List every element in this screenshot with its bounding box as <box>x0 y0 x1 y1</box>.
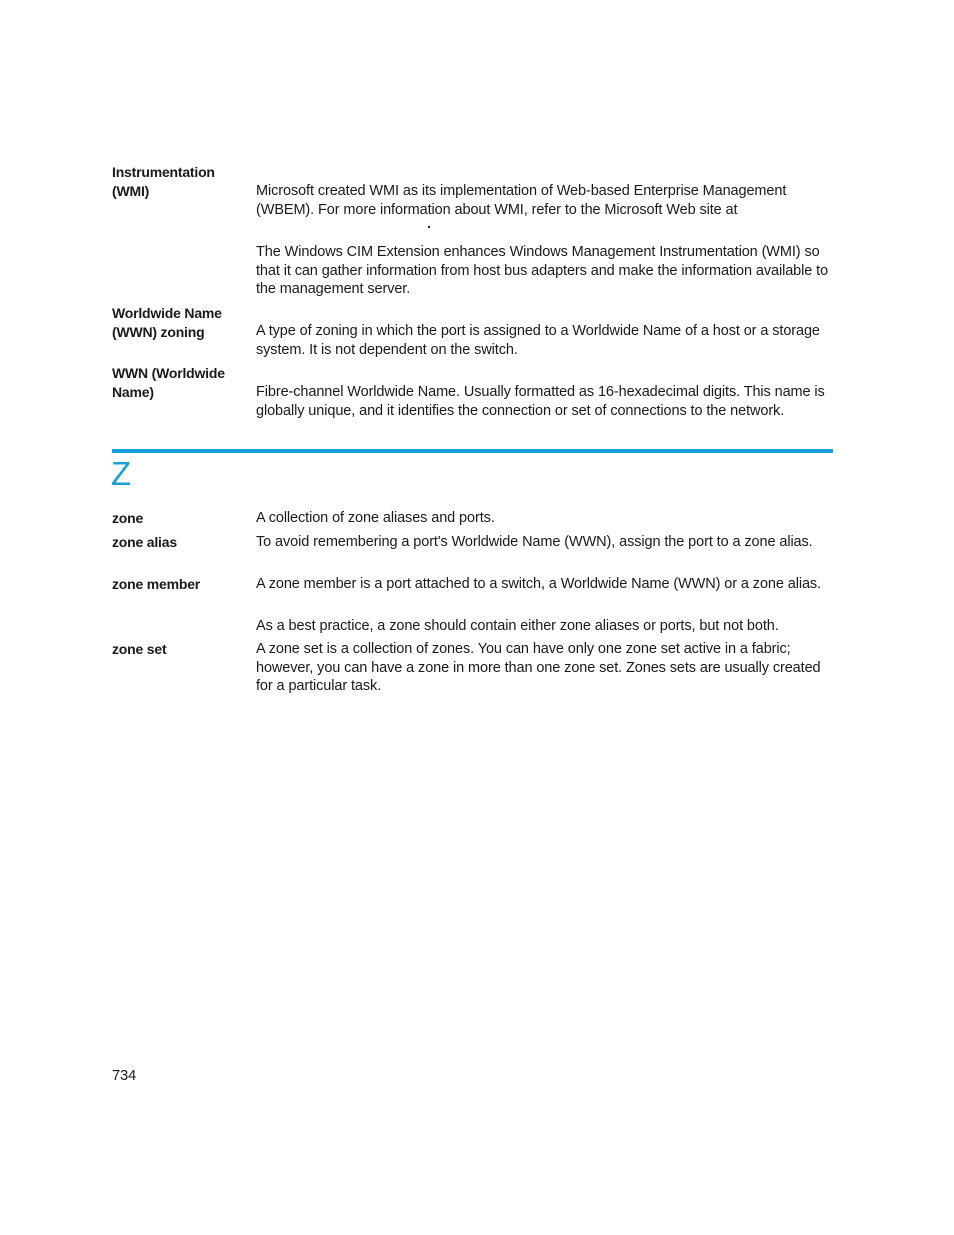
section-heading-z: Z <box>111 455 132 492</box>
definition-paragraph: A zone member is a port attached to a switch, a Worldwide Name (WWN) or a zone alias. <box>256 576 822 592</box>
section-divider <box>112 449 833 453</box>
glossary-definition-zone-member <box>256 575 834 594</box>
definition-paragraph: Microsoft created WMI as its implementation of Web-based Enterprise Management (WBEM). For more information about WMI, refer to the Microsoft Web site at <box>256 183 787 218</box>
term-line: WWN (Worldwide <box>112 365 225 381</box>
link-placeholder-dot <box>428 226 430 228</box>
glossary-definition-zone <box>256 509 834 528</box>
definition-paragraph: To avoid remembering a port's Worldwide Name (WWN), assign the port to a zone alias. <box>256 534 813 550</box>
glossary-term-zone-member: zone member <box>112 576 201 592</box>
glossary-definition-zone-set <box>256 640 834 696</box>
term-line: (WWN) zoning <box>112 324 205 340</box>
term-line: Instrumentation <box>112 164 215 180</box>
glossary-term-wwn-zoning <box>112 304 252 342</box>
definition-paragraph: A type of zoning in which the port is assigned to a Worldwide Name of a host or a storage system. It is not dependent on the switch. <box>256 323 820 358</box>
term-line: Worldwide Name <box>112 305 222 321</box>
glossary-term-wwn <box>112 364 252 402</box>
glossary-term-wmi <box>112 163 252 201</box>
glossary-definition-wwn-zoning <box>256 322 834 359</box>
glossary-term-zone: zone <box>112 510 144 526</box>
glossary-definition-zone-member-note <box>256 617 834 636</box>
page-number: 734 <box>112 1068 137 1084</box>
glossary-term-zone-set: zone set <box>112 641 167 657</box>
definition-paragraph: The Windows CIM Extension enhances Windows Management Instrumentation (WMI) so that it can gather information from host bus adapters and make the information available to the management server. <box>256 244 829 298</box>
glossary-definition-wwn <box>256 383 834 420</box>
definition-paragraph: A zone set is a collection of zones. You can have only one zone set active in a fabric; however, you can have a zone in more than one zone set. Zones sets are usually created for a particular task. <box>256 641 821 695</box>
glossary-definition-wmi <box>256 182 834 219</box>
term-line: (WMI) <box>112 183 150 199</box>
definition-paragraph: As a best practice, a zone should contain either zone aliases or ports, but not both. <box>256 618 779 634</box>
definition-paragraph: A collection of zone aliases and ports. <box>256 510 495 526</box>
glossary-definition-zone-alias <box>256 533 834 552</box>
term-line: Name) <box>112 384 154 400</box>
definition-paragraph: Fibre-channel Worldwide Name. Usually formatted as 16-hexadecimal digits. This name is globally unique, and it identifies the connection or set of connections to the network. <box>256 384 825 419</box>
glossary-definition-wmi-extra <box>256 243 834 299</box>
glossary-term-zone-alias: zone alias <box>112 534 177 550</box>
